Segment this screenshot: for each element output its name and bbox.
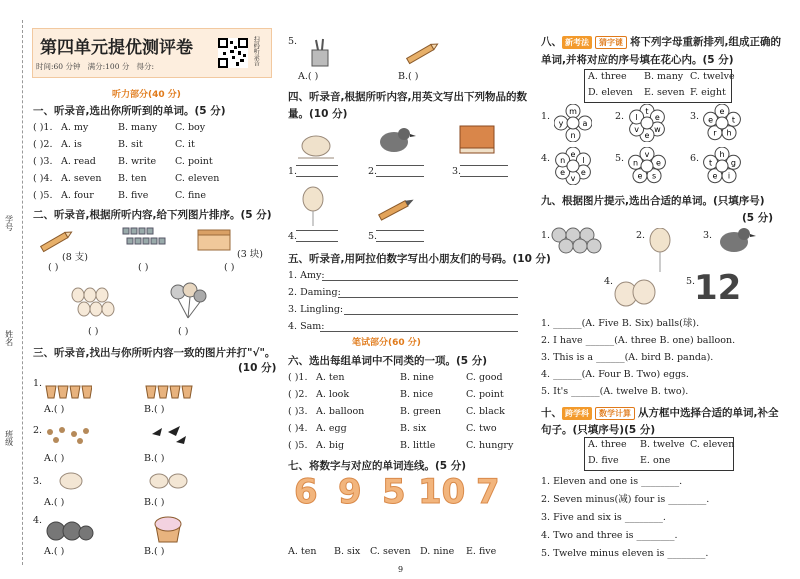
q8-box-word: A. three [588, 71, 627, 82]
q6-opt-b: B. green [400, 406, 442, 417]
q2-blank[interactable]: ( ) [138, 262, 149, 273]
q10-row[interactable]: 3. Five and six is ________. [541, 512, 666, 523]
q1-title: 一、听录音,选出你所听到的单词。(5 分) [33, 105, 226, 117]
q7-word[interactable]: C. seven [370, 546, 411, 557]
pencil-icon [402, 40, 442, 66]
q3-item5-opt-b[interactable]: B.( ) [398, 71, 419, 82]
q2-caption-cakes: (3 块) [237, 249, 263, 260]
q3-opt-a[interactable]: A.( ) [44, 453, 65, 464]
q6-opt-a: A. big [316, 440, 345, 451]
flower-letter: e [560, 168, 566, 177]
q9-row[interactable]: 3. This is a ______(A. bird B. panda). [541, 352, 714, 363]
q2-blank[interactable]: ( ) [88, 326, 99, 337]
q6-row [288, 440, 514, 451]
written-section-header: 笔试部分(60 分) [352, 338, 421, 348]
q4-answer-line[interactable] [460, 165, 508, 166]
exam-meta [36, 62, 154, 71]
q4-answer-line[interactable] [296, 176, 338, 177]
q7-digit[interactable]: 10 [418, 472, 466, 512]
q8-num: 6. [690, 153, 700, 164]
q1-num[interactable]: ( )3. [33, 156, 53, 167]
q6-opt-b: B. nice [400, 389, 434, 400]
q5-name: 4. Sam: [288, 321, 325, 332]
flower-letter: e [719, 107, 725, 116]
q1-row [33, 156, 213, 167]
q8-box-word: E. seven [644, 87, 685, 98]
q8-num: 3. [690, 111, 700, 122]
flower-letter: e [570, 150, 576, 159]
q6-num[interactable]: ( )5. [288, 440, 308, 451]
q9-label: 1. [541, 230, 551, 241]
chairs-icon [122, 226, 168, 252]
q7-word[interactable]: D. nine [420, 546, 455, 557]
q8-tag2: 猜字谜 [595, 36, 627, 49]
flower-letter: v [644, 150, 650, 159]
egg-icon [58, 470, 84, 492]
flower-letter: t [731, 115, 735, 125]
q6-opt-c: C. good [466, 372, 503, 383]
q7-digit[interactable]: 5 [382, 472, 406, 512]
cake-icon [196, 226, 234, 254]
q9-points: (5 分) [742, 212, 774, 224]
q1-opt-a: A. read [61, 156, 96, 167]
flower-letter: w [654, 125, 661, 134]
q4-label: 1. [288, 166, 298, 177]
q3-item-num: 4. [33, 515, 43, 526]
q4-answer-line[interactable] [460, 176, 508, 177]
q6-opt-b: B. nine [400, 372, 434, 383]
flower-letter: h [719, 150, 725, 159]
listening-section-header: 听力部分(40 分) [112, 90, 181, 100]
q2-blank[interactable]: ( ) [178, 326, 189, 337]
q9-row[interactable]: 1. ______(A. Five B. Six) balls(球). [541, 318, 700, 329]
flower-letter: l [635, 113, 638, 122]
q3-title: 三、听录音,找出与你所听内容一致的图片并打"√"。 [33, 347, 276, 359]
q6-opt-c: C. point [466, 389, 504, 400]
q4-label: 2. [368, 166, 378, 177]
birds-icon [44, 424, 94, 446]
q9-row[interactable]: 4. ______(A. Four B. Two) eggs. [541, 369, 689, 380]
flower-letter: n [633, 158, 639, 168]
page-number: 9 [398, 565, 404, 574]
balloon-icon [300, 186, 326, 226]
flower-letter: e [637, 171, 643, 181]
q9-row[interactable]: 2. I have ______(A. three B. one) balloon. [541, 335, 736, 346]
q6-num[interactable]: ( )3. [288, 406, 308, 417]
flower-letter: g [730, 158, 736, 168]
q4-answer-line[interactable] [296, 241, 338, 242]
q10-title-cont: 句子。(只填序号)(5 分) [541, 424, 656, 436]
pen-icon [374, 196, 418, 222]
letter-flower[interactable] [703, 104, 741, 142]
swallows-icon [150, 424, 190, 448]
q10-number: 十、 [541, 407, 562, 419]
q1-opt-c: C. fine [175, 190, 207, 201]
q6-opt-b: B. little [400, 440, 436, 451]
q10-title-rest: 从方框中选择合适的单词,补全 [638, 407, 779, 419]
q10-tag2: 数学计算 [595, 407, 635, 420]
q8-num: 2. [615, 111, 625, 122]
q3-opt-b[interactable]: B.( ) [144, 453, 165, 464]
flower-letter: v [570, 174, 576, 183]
q6-num[interactable]: ( )1. [288, 372, 308, 383]
q9-label: 4. [604, 276, 614, 287]
q3-item-num: 3. [33, 476, 43, 487]
score-got: 得分: [136, 62, 155, 71]
q1-opt-c: C. point [175, 156, 213, 167]
flower-letter: v [634, 125, 639, 134]
side-label-number: 学号 [4, 215, 14, 231]
q10-tag: 跨学科 [562, 407, 592, 420]
q6-opt-a: A. ten [316, 372, 345, 383]
q8-num: 1. [541, 111, 551, 122]
q2-caption-pencils: (8 支) [62, 252, 88, 263]
letter-flower[interactable] [703, 147, 741, 185]
q1-opt-b: B. write [118, 156, 157, 167]
flower-letter: m [569, 107, 577, 116]
eggs-icon [612, 276, 658, 308]
eggs-icon [148, 470, 190, 492]
q5-title: 五、听录音,用阿拉伯数字写出小朋友们的号码。(10 分) [288, 253, 551, 265]
letter-flower[interactable] [554, 104, 592, 142]
q5-name: 1. Amy: [288, 270, 325, 281]
q2-title: 二、听录音,根据所听内容,给下列图片排序。(5 分) [33, 209, 272, 221]
q8-tag: 新考法 [562, 36, 592, 49]
q4-label: 4. [288, 231, 298, 242]
flower-center-blank[interactable] [716, 160, 728, 172]
q10-box-word: B. twelve [640, 439, 685, 450]
q8-box-word: D. eleven [588, 87, 633, 98]
q9-label: 2. [636, 230, 646, 241]
q7-digit[interactable]: 7 [476, 472, 500, 512]
q4-answer-line[interactable] [376, 241, 424, 242]
q5-answer-line[interactable] [344, 314, 518, 315]
balloons-icon [168, 282, 208, 320]
flower-center-blank[interactable] [567, 117, 579, 129]
q4-label: 5. [368, 231, 378, 242]
flower-letter: t [709, 158, 713, 168]
flower-letter: s [651, 171, 657, 181]
page-title: 第四单元提优测评卷 [40, 38, 193, 58]
q3-opt-b[interactable]: B.( ) [144, 546, 165, 557]
q3-opt-b[interactable]: B.( ) [144, 404, 165, 415]
q8-number: 八、 [541, 36, 562, 48]
bird-icon [372, 124, 416, 160]
q4-title: 四、听录音,根据所听内容,用英文写出下列物品的数 [288, 91, 527, 103]
q3-opt-a[interactable]: A.( ) [44, 404, 65, 415]
q6-row [288, 389, 504, 400]
q10-row[interactable]: 2. Seven minus(减) four is ________. [541, 494, 710, 505]
side-label-name: 姓名 [4, 330, 14, 346]
q3-item-num: 1. [33, 378, 43, 389]
qr-code-icon[interactable] [218, 38, 248, 68]
flower-letter: i [727, 171, 731, 181]
eggs-icon [70, 285, 118, 319]
q4-label: 3. [452, 166, 462, 177]
q6-opt-c: C. two [466, 423, 497, 434]
q6-opt-c: C. black [466, 406, 505, 417]
q6-num[interactable]: ( )4. [288, 423, 308, 434]
cupcakes-icon [44, 376, 92, 400]
q9-label: 3. [703, 230, 713, 241]
q6-opt-c: C. hungry [466, 440, 514, 451]
q1-num[interactable]: ( )4. [33, 173, 53, 184]
q10-row[interactable]: 1. Eleven and one is ________. [541, 476, 683, 487]
q8-box-word: B. many [644, 71, 684, 82]
q6-num[interactable]: ( )2. [288, 389, 308, 400]
flower-letter: e [655, 158, 661, 168]
cupcakes-icon [144, 376, 196, 400]
balls-icon [46, 515, 94, 543]
flower-center-blank[interactable] [567, 160, 579, 172]
q6-row [288, 372, 503, 383]
balls-icon [550, 226, 608, 254]
q9-row[interactable]: 5. It's ______(A. twelve B. two). [541, 386, 689, 397]
bird-icon [712, 224, 756, 258]
flower-letter: e [644, 131, 650, 140]
flower-letter: a [582, 119, 588, 128]
q8-title [541, 34, 781, 49]
q1-opt-b: B. sit [118, 139, 143, 150]
q9-title: 九、根据图片提示,选出合适的单词。(只填序号) [541, 195, 765, 207]
q3-item5-opt-a[interactable]: A.( ) [298, 71, 319, 82]
q7-word[interactable]: B. six [334, 546, 361, 557]
q6-title: 六、选出每组单词中不同类的一项。(5 分) [288, 355, 488, 367]
flower-letter: e [580, 168, 586, 177]
q3-item5-num: 5. [288, 36, 298, 47]
binding-line [22, 20, 23, 565]
flower-letter: l [582, 156, 585, 165]
q7-word[interactable]: A. ten [288, 546, 317, 557]
q1-opt-a: A. my [61, 122, 89, 133]
q1-opt-b: B. many [118, 122, 158, 133]
flower-center-blank[interactable] [641, 117, 653, 129]
q4-title-cont: 量。(10 分) [288, 108, 348, 120]
q1-opt-b: B. five [118, 190, 149, 201]
q6-opt-a: A. egg [316, 423, 347, 434]
q9-label: 5. [686, 276, 696, 287]
pencil-icon [36, 228, 76, 254]
flower-letter: n [560, 156, 566, 165]
q4-answer-line[interactable] [296, 165, 338, 166]
balloon-icon [648, 228, 672, 272]
q5-name: 3. Lingling: [288, 304, 344, 315]
q8-num: 5. [615, 153, 625, 164]
pencil-cup-icon [308, 38, 334, 68]
q5-answer-line[interactable] [338, 297, 518, 298]
q6-row [288, 423, 497, 434]
flower-letter: r [713, 128, 717, 138]
q1-opt-c: C. boy [175, 122, 206, 133]
q1-num[interactable]: ( )5. [33, 190, 53, 201]
flower-letter: n [570, 131, 576, 140]
time-limit: 时间:60 分钟 [36, 62, 81, 71]
flower-letter: t [645, 107, 649, 116]
q4-answer-line[interactable] [296, 230, 338, 231]
q1-opt-a: A. is [61, 139, 82, 150]
q8-box-word: F. eight [690, 87, 726, 98]
q4-answer-line[interactable] [376, 230, 424, 231]
q6-row [288, 406, 505, 417]
q3-opt-a[interactable]: A.( ) [44, 497, 65, 508]
flower-letter: h [726, 128, 732, 138]
q3-points: (10 分) [238, 362, 277, 374]
q10-row[interactable]: 5. Twelve minus eleven is ________. [541, 548, 709, 559]
q2-blank[interactable]: ( ) [48, 262, 59, 273]
flower-letter: y [558, 119, 564, 128]
qr-caption: 扫码听录音 [252, 36, 260, 66]
q1-num[interactable]: ( )1. [33, 122, 53, 133]
q10-box-word: E. one [640, 455, 671, 466]
q7-digit[interactable]: 9 [338, 472, 362, 512]
q1-row [33, 122, 206, 133]
q1-row [33, 190, 207, 201]
q2-blank[interactable]: ( ) [224, 262, 235, 273]
q8-num: 4. [541, 153, 551, 164]
q1-opt-b: B. ten [118, 173, 147, 184]
q10-row[interactable]: 4. Two and three is ________. [541, 530, 678, 541]
q3-opt-a[interactable]: A.( ) [44, 546, 65, 557]
q7-title: 七、将数字与对应的单词连线。(5 分) [288, 460, 467, 472]
q1-opt-a: A. four [61, 190, 94, 201]
flower-center-blank[interactable] [641, 160, 653, 172]
q3-opt-b[interactable]: B.( ) [144, 497, 165, 508]
full-score: 满分:100 分 [87, 62, 130, 71]
side-label-class: 班级 [4, 430, 14, 446]
q1-opt-c: C. eleven [175, 173, 220, 184]
q8-title-cont: 单词,并将对应的序号填在花心内。(5 分) [541, 54, 734, 66]
q5-answer-line[interactable] [320, 331, 518, 332]
q1-row [33, 139, 195, 150]
letter-flower[interactable] [628, 104, 666, 142]
q3-item-num: 2. [33, 425, 43, 436]
q6-opt-a: A. balloon [316, 406, 365, 417]
letter-flower[interactable] [554, 147, 592, 185]
book-icon [456, 122, 500, 156]
q7-digit[interactable]: 6 [294, 472, 318, 512]
q8-title-rest: 将下列字母重新排列,组成正确的 [630, 36, 781, 48]
q4-answer-line[interactable] [376, 165, 424, 166]
flower-center-blank[interactable] [716, 117, 728, 129]
q6-opt-b: B. six [400, 423, 427, 434]
q10-box-word: D. five [588, 455, 619, 466]
q10-title [541, 405, 779, 420]
flower-letter: e [654, 113, 660, 122]
q4-answer-line[interactable] [376, 176, 424, 177]
flower-letter: e [708, 115, 714, 125]
egg-icon [296, 132, 336, 160]
q5-answer-line[interactable] [322, 280, 518, 281]
cupcake-icon [150, 512, 186, 544]
q1-row [33, 173, 220, 184]
q7-word[interactable]: E. five [466, 546, 497, 557]
letter-flower[interactable] [628, 147, 666, 185]
q1-opt-c: C. it [175, 139, 195, 150]
q1-num[interactable]: ( )2. [33, 139, 53, 150]
q10-box-word: C. eleven [690, 439, 735, 450]
q10-box-word: A. three [588, 439, 627, 450]
flower-letter: e [712, 171, 718, 181]
q6-opt-a: A. look [316, 389, 350, 400]
q9-number-twelve: 12 [694, 268, 742, 308]
q5-name: 2. Daming: [288, 287, 341, 298]
q8-box-word: C. twelve [690, 71, 735, 82]
q1-opt-a: A. seven [61, 173, 102, 184]
